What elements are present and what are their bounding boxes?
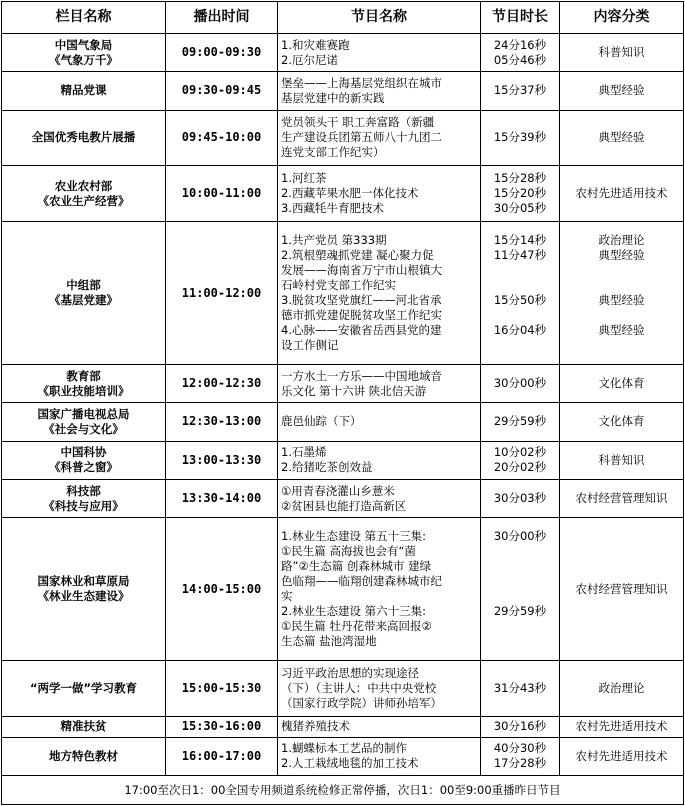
program-name-cell <box>278 660 481 716</box>
duration-value: 15分37秒 <box>493 83 547 98</box>
program-name-line: 3.脱贫攻坚党旗红——河北省承 <box>281 293 442 307</box>
air-time: 12:00-12:30 <box>181 376 262 391</box>
category-cell <box>560 72 684 110</box>
column-name-cell <box>2 716 166 737</box>
air-time-cell <box>166 518 278 661</box>
column-name-cell <box>2 166 166 222</box>
duration-value: 15分50秒 <box>493 293 547 307</box>
category-value <box>563 338 680 353</box>
air-time-cell <box>166 34 278 72</box>
category-value <box>563 308 680 323</box>
category-cell <box>560 34 684 72</box>
duration-value: 29分59秒 <box>493 414 547 429</box>
program-name-line: 2.筑根塑魂抓党建 凝心聚力促 <box>281 248 434 262</box>
category-cell <box>560 166 684 222</box>
air-time: 09:30-09:45 <box>181 83 262 98</box>
program-name-line: 石岭村党支部工作纪实 <box>281 278 396 292</box>
header-row <box>2 2 684 34</box>
schedule-row <box>2 110 684 166</box>
column-name-line: “两学一做”学习教育 <box>29 680 138 695</box>
schedule-row <box>2 34 684 72</box>
category-cell <box>560 403 684 441</box>
program-name-line: 2.厄尔尼诺 <box>281 52 338 67</box>
program-name-line: 2.给猪吃茶创效益 <box>281 460 373 475</box>
category-value: 政治理论 <box>598 680 645 695</box>
category-value: 文化体育 <box>598 414 645 429</box>
duration-cell <box>481 716 560 737</box>
program-name-line: 堡垒——上海基层党组织在城市 <box>281 75 442 90</box>
program-name-cell <box>278 364 481 402</box>
duration-value: 24分16秒 <box>493 37 547 52</box>
program-name-line: ①用青春浇灌山乡薏米 <box>281 483 395 498</box>
air-time: 15:30-16:00 <box>181 719 262 734</box>
air-time-cell <box>166 403 278 441</box>
category-value: 农村经营管理知识 <box>575 491 668 505</box>
category-value: 农村经营管理知识 <box>575 581 668 596</box>
column-name-line: 《林业生态建设》 <box>37 589 130 604</box>
column-name-line: 精准扶贫 <box>60 719 107 734</box>
header-duration: 节目时长 <box>481 2 560 34</box>
duration-value: 15分20秒 <box>493 186 547 201</box>
program-name-line: 一方水土一方乐——中国地域音 <box>281 368 442 383</box>
program-name-line: （下）（主讲人：中共中央党校 <box>281 680 437 695</box>
air-time-cell <box>166 72 278 110</box>
duration-value: 15分14秒 <box>493 233 547 247</box>
column-name-line: 《职业技能培训》 <box>37 383 130 398</box>
duration-cell <box>481 110 560 166</box>
duration-value: 15分39秒 <box>493 130 547 145</box>
air-time: 14:00-15:00 <box>181 581 262 596</box>
program-name-line: 1.石墨烯 <box>281 445 327 460</box>
schedule-table <box>1 1 684 805</box>
schedule-row <box>2 72 684 110</box>
schedule-row <box>2 660 684 716</box>
duration-cell <box>481 34 560 72</box>
air-time: 12:30-13:00 <box>181 414 262 429</box>
duration-cell <box>481 364 560 402</box>
air-time-cell <box>166 479 278 517</box>
program-name-cell <box>278 479 481 517</box>
program-name-line: ①民生篇 高海拔也会有“菌 <box>281 544 416 559</box>
duration-value <box>484 338 556 353</box>
header-column-name: 栏目名称 <box>2 2 166 34</box>
duration-value: 30分16秒 <box>493 719 547 734</box>
duration-value <box>484 278 556 293</box>
duration-value <box>484 544 556 559</box>
air-time-cell <box>166 110 278 166</box>
schedule-body <box>2 34 684 776</box>
column-name-cell <box>2 479 166 517</box>
program-name-cell <box>278 737 481 775</box>
program-name-cell <box>278 72 481 110</box>
column-name-cell <box>2 364 166 402</box>
column-name-line: 教育部 <box>66 368 101 383</box>
duration-value: 17分28秒 <box>493 756 547 771</box>
column-name-line: 国家广播电视总局 <box>37 406 130 421</box>
duration-value <box>484 308 556 323</box>
program-name-line: 2.人工栽绒地毯的加工技术 <box>281 756 419 771</box>
duration-cell <box>481 222 560 365</box>
category-cell <box>560 660 684 716</box>
header-program-name: 节目名称 <box>278 2 481 34</box>
program-name-line: 习近平政治思想的实现途径 <box>281 665 419 680</box>
program-name-line: 色临翔——临翔创建森林城市纪 <box>281 574 442 589</box>
duration-cell <box>481 737 560 775</box>
duration-value: 30分03秒 <box>493 491 547 505</box>
column-name-line: 中国科协 <box>60 445 107 460</box>
duration-cell <box>481 660 560 716</box>
program-name-line: ①民生篇 牡丹花带来高回报② <box>281 619 432 634</box>
duration-value <box>484 559 556 574</box>
program-name-line: （国家行政学院）讲师孙培军） <box>281 695 442 710</box>
column-name-line: 科技部 <box>66 483 101 498</box>
category-value: 科普知识 <box>598 45 645 60</box>
duration-cell <box>481 518 560 661</box>
program-name-line: 3.西藏牦牛育肥技术 <box>281 201 384 216</box>
air-time: 10:00-11:00 <box>181 186 262 201</box>
category-cell <box>560 737 684 775</box>
category-cell <box>560 364 684 402</box>
column-name-cell <box>2 737 166 775</box>
duration-value: 11分47秒 <box>493 248 547 262</box>
duration-value: 16分04秒 <box>493 323 547 337</box>
program-name-line: 发展——海南省万宁市山根镇大 <box>281 263 442 277</box>
column-name-cell <box>2 72 166 110</box>
program-name-line: 1.蝴蝶标本工艺品的制作 <box>281 741 407 756</box>
category-value <box>563 278 680 293</box>
column-name-line: 中国气象局 <box>54 37 113 52</box>
duration-value <box>484 619 556 634</box>
program-name-cell <box>278 166 481 222</box>
category-value: 政治理论 <box>598 233 645 247</box>
program-name-line: 设工作侧记 <box>281 338 339 352</box>
air-time-cell <box>166 441 278 479</box>
program-name-line: 生态篇 盐池湾湿地 <box>281 634 377 649</box>
program-name-line: 实 <box>281 589 293 604</box>
column-name-line: 《农业生产经营》 <box>37 193 130 208</box>
column-name-line: 全国优秀电教片展播 <box>31 130 136 145</box>
category-value: 科普知识 <box>598 452 645 467</box>
duration-value: 30分00秒 <box>493 376 547 391</box>
column-name-cell <box>2 110 166 166</box>
air-time-cell <box>166 166 278 222</box>
air-time: 09:45-10:00 <box>181 130 262 145</box>
duration-cell <box>481 441 560 479</box>
program-name-cell <box>278 222 481 365</box>
duration-value <box>484 589 556 604</box>
duration-value: 05分46秒 <box>493 52 547 67</box>
duration-cell <box>481 479 560 517</box>
program-name-line: 2.西藏苹果水肥一体化技术 <box>281 186 419 201</box>
program-name-line: 鹿邑仙踪（下） <box>281 414 362 429</box>
program-name-cell <box>278 34 481 72</box>
category-cell <box>560 110 684 166</box>
duration-value: 29分59秒 <box>493 604 547 619</box>
category-value <box>563 263 680 278</box>
schedule-row <box>2 716 684 737</box>
category-cell <box>560 479 684 517</box>
schedule-row <box>2 479 684 517</box>
column-name-cell <box>2 222 166 365</box>
column-name-cell <box>2 34 166 72</box>
duration-value: 31分43秒 <box>493 680 547 695</box>
program-name-line: 生产建设兵团第五师八十九团二 <box>281 130 442 145</box>
air-time-cell <box>166 737 278 775</box>
category-value: 典型经验 <box>598 248 645 262</box>
program-name-line: ②贫困县也能打造高新区 <box>281 498 407 513</box>
schedule-row <box>2 364 684 402</box>
duration-value: 20分02秒 <box>493 460 547 475</box>
header-air-time: 播出时间 <box>166 2 278 34</box>
category-cell <box>560 518 684 661</box>
category-value: 典型经验 <box>598 323 645 337</box>
category-value: 农村先进适用技术 <box>575 748 668 763</box>
column-name-line: 农业农村部 <box>54 178 113 193</box>
duration-value <box>484 263 556 278</box>
category-value: 典型经验 <box>598 293 645 307</box>
program-name-line: 路”②生态篇 创森林城市 建绿 <box>281 559 432 574</box>
column-name-line: 地方特色教材 <box>49 748 118 763</box>
column-name-line: 《社会与文化》 <box>43 421 124 436</box>
duration-value: 15分28秒 <box>493 171 547 186</box>
duration-cell <box>481 72 560 110</box>
program-name-cell <box>278 441 481 479</box>
column-name-line: 精品党课 <box>60 83 107 98</box>
program-name-cell <box>278 403 481 441</box>
program-name-cell <box>278 110 481 166</box>
air-time: 09:00-09:30 <box>181 45 262 60</box>
program-name-line: 1.林业生态建设 第五十三集: <box>281 529 427 544</box>
air-time: 15:00-15:30 <box>181 680 262 695</box>
duration-value <box>484 634 556 649</box>
duration-value: 30分05秒 <box>493 201 547 216</box>
category-value: 典型经验 <box>598 83 645 98</box>
header-category: 内容分类 <box>560 2 684 34</box>
schedule-row <box>2 518 684 661</box>
column-name-cell <box>2 660 166 716</box>
program-name-line: 连党支部工作纪实） <box>281 145 385 160</box>
program-name-line: 1.和灾难赛跑 <box>281 37 350 52</box>
program-name-cell <box>278 716 481 737</box>
column-name-cell <box>2 441 166 479</box>
column-name-line: 《科普之窗》 <box>49 460 118 475</box>
duration-value: 30分00秒 <box>493 529 547 544</box>
schedule-row <box>2 403 684 441</box>
air-time-cell <box>166 222 278 365</box>
schedule-row <box>2 166 684 222</box>
air-time: 11:00-12:00 <box>181 285 262 300</box>
air-time: 16:00-17:00 <box>181 748 262 763</box>
duration-cell <box>481 403 560 441</box>
duration-value: 10分02秒 <box>493 445 547 460</box>
column-name-line: 中组部 <box>66 278 101 292</box>
program-name-line: 德市抓党建促脱贫攻坚工作纪实 <box>281 308 442 322</box>
air-time-cell <box>166 716 278 737</box>
program-name-cell <box>278 518 481 661</box>
column-name-line: 《气象万千》 <box>49 52 118 67</box>
column-name-cell <box>2 403 166 441</box>
schedule-row <box>2 441 684 479</box>
column-name-cell <box>2 518 166 661</box>
duration-value: 40分30秒 <box>493 741 547 756</box>
program-name-line: 基层党建中的新实践 <box>281 90 385 105</box>
category-value: 文化体育 <box>598 376 645 391</box>
category-value: 典型经验 <box>598 130 645 145</box>
program-name-line: 党员领头干 职工奔富路（新疆 <box>281 115 435 130</box>
program-name-line: 1.河红茶 <box>281 171 327 186</box>
column-name-line: 国家林业和草原局 <box>37 574 130 589</box>
duration-cell <box>481 166 560 222</box>
air-time-cell <box>166 364 278 402</box>
category-cell <box>560 716 684 737</box>
program-name-line: 乐文化 第十六讲 陕北信天游 <box>281 383 427 398</box>
duration-value <box>484 574 556 589</box>
program-name-line: 4.心脉——安徽省岳西县党的建 <box>281 323 442 337</box>
category-value: 农村先进适用技术 <box>575 719 668 734</box>
air-time: 13:30-14:00 <box>181 491 262 505</box>
air-time-cell <box>166 660 278 716</box>
column-name-line: 《科技与应用》 <box>43 498 124 513</box>
air-time: 13:00-13:30 <box>181 452 262 467</box>
program-name-line: 2.林业生态建设 第六十三集: <box>281 604 427 619</box>
column-name-line: 《基层党建》 <box>49 293 118 307</box>
schedule-row <box>2 222 684 365</box>
category-cell <box>560 441 684 479</box>
program-name-line: 1.共产党员 第333期 <box>281 233 387 247</box>
footer-row <box>2 776 684 805</box>
program-name-line: 槐猪养殖技术 <box>281 719 350 734</box>
footer-note: 17:00至次日1：00全国专用频道系统检修正常停播，次日1：00至9:00重播昨日节目 <box>2 776 684 805</box>
category-cell <box>560 222 684 365</box>
category-value: 农村先进适用技术 <box>575 186 668 201</box>
schedule-row <box>2 737 684 775</box>
